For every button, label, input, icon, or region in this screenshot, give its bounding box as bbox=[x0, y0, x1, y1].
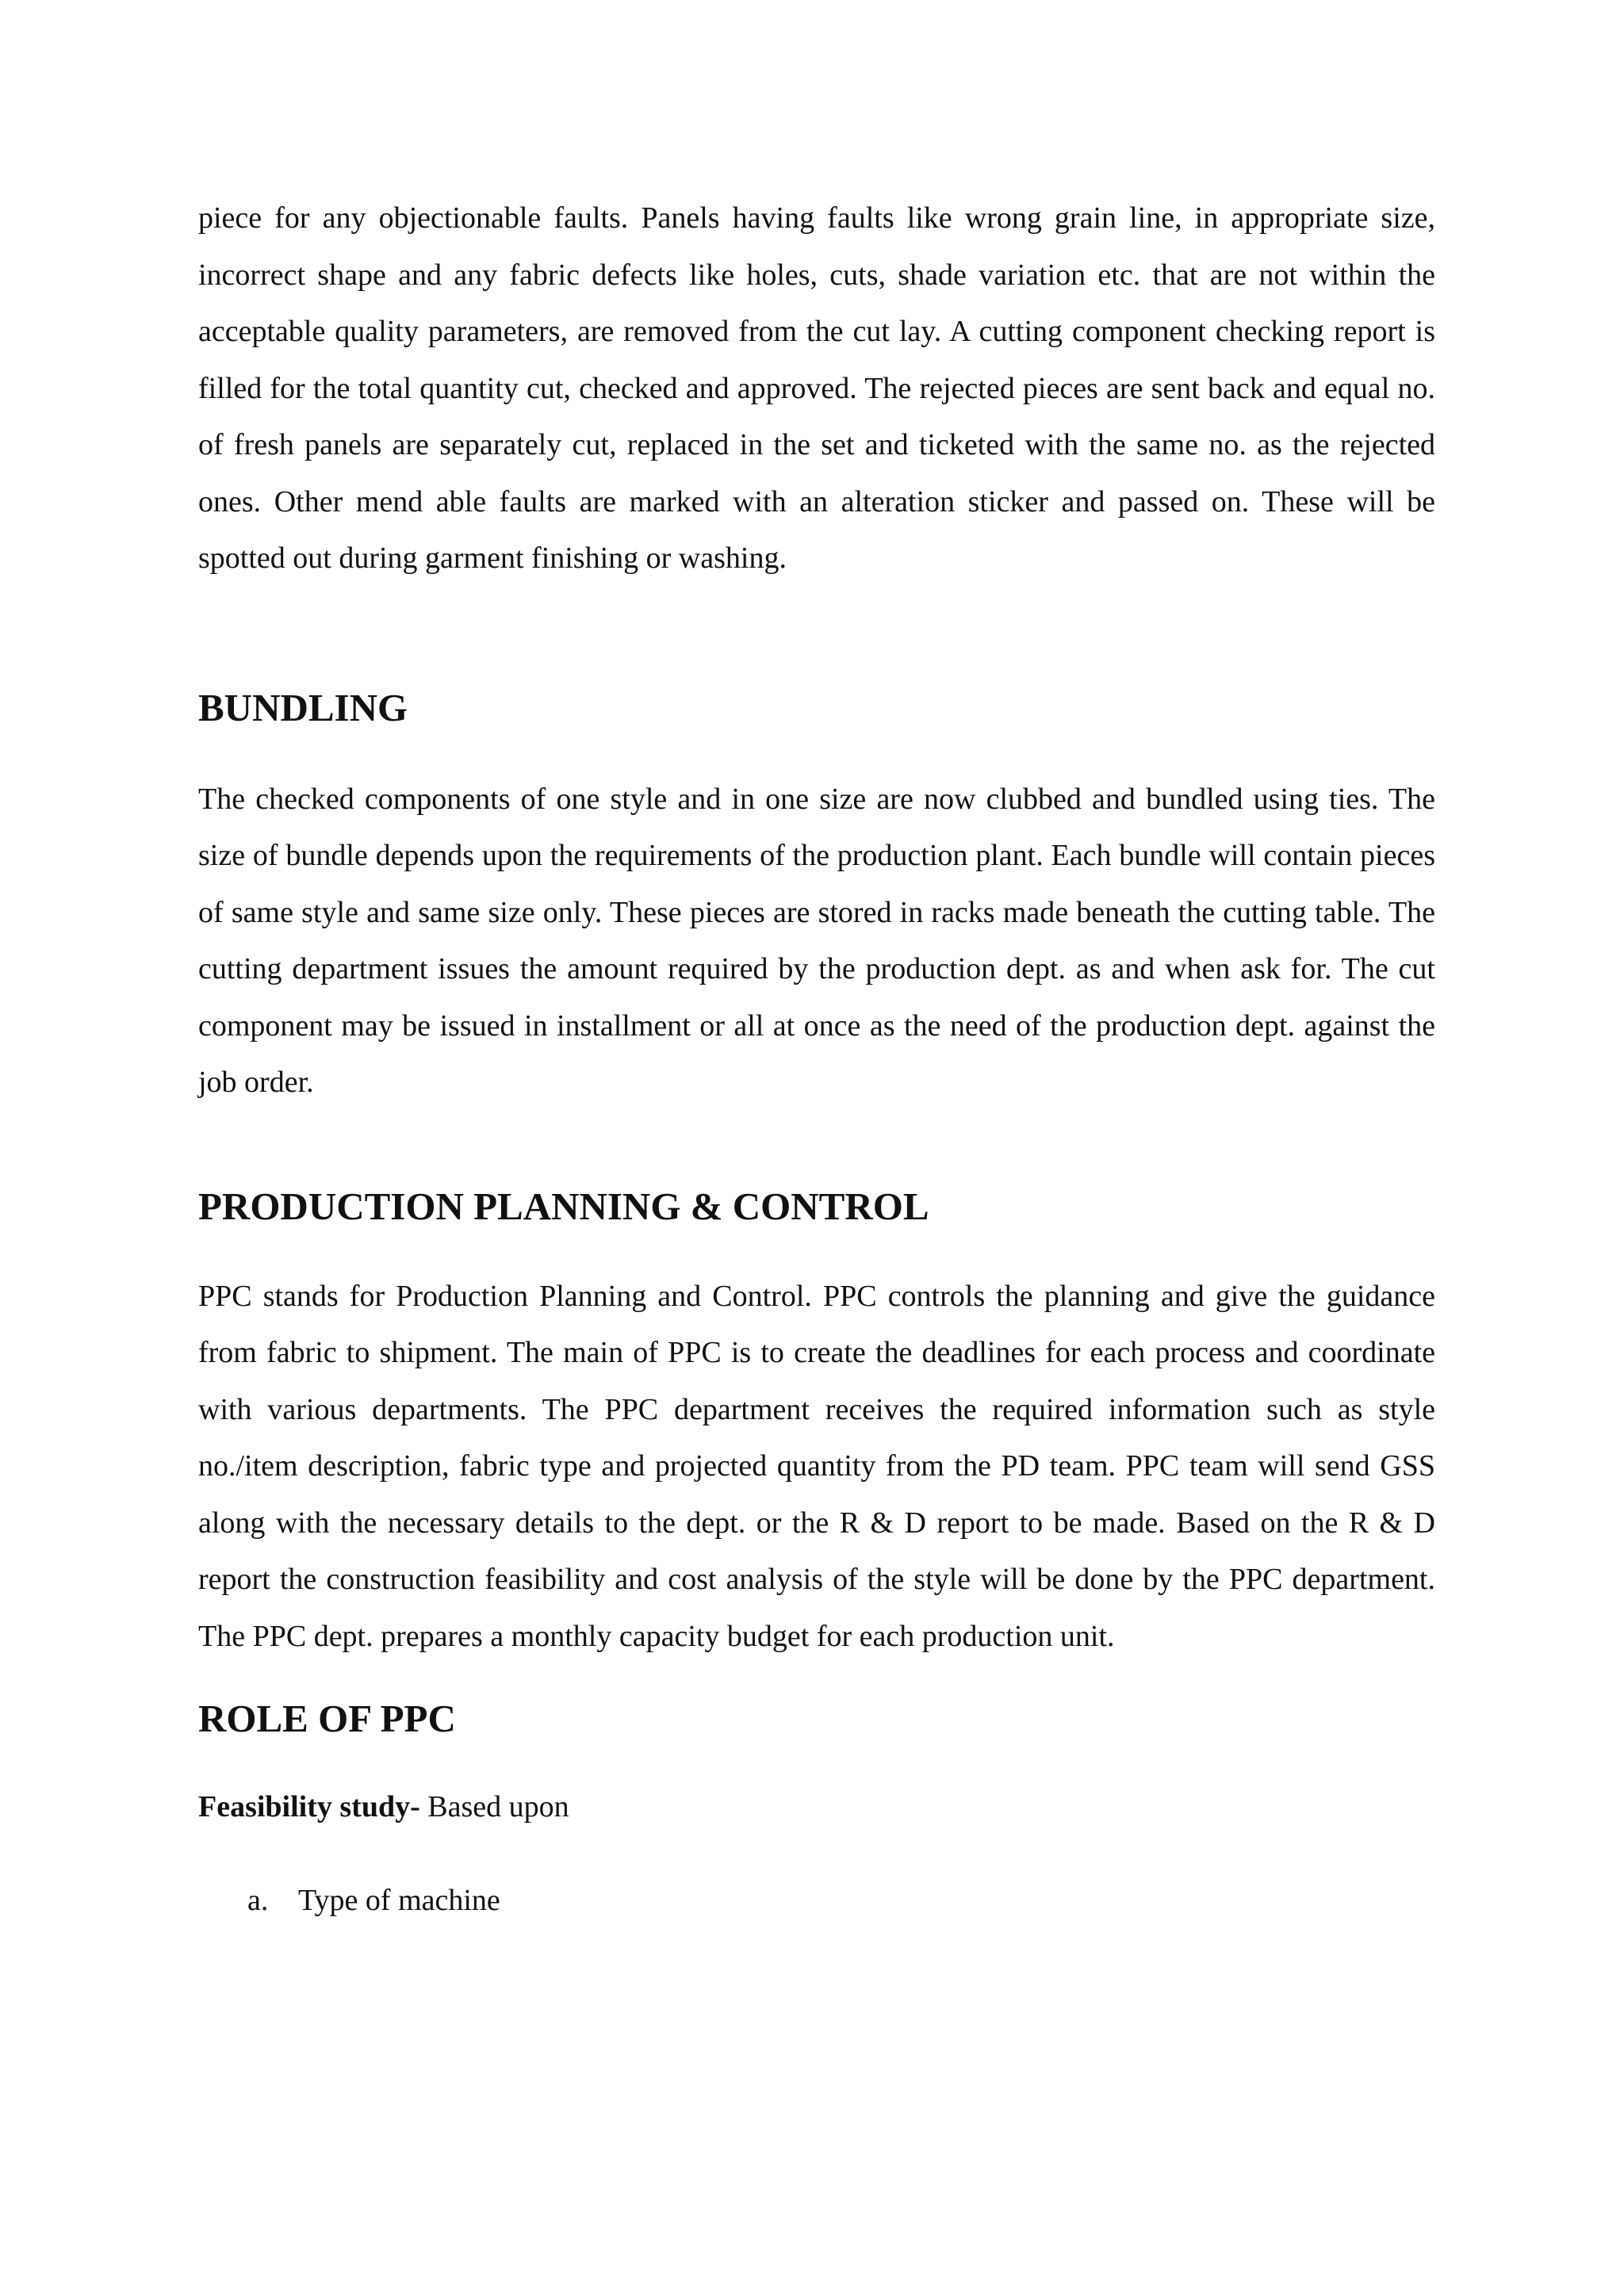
feasibility-label: Feasibility study- bbox=[198, 1790, 420, 1823]
list-item bbox=[198, 1873, 1435, 1930]
feasibility-list bbox=[198, 1873, 1435, 1930]
bundling-paragraph: The checked components of one style and in one size are now clubbed and bundled using ties. The size of bundle depends upon the requirements of the production plant. Each bundle will contain pieces of same style and same size only. These pieces are stored in racks made beneath the cutting table. The cutting department issues the amount required by the production dept. as and when ask for. The cut component may be issued in installment or all at once as the need of the production dept. against the job order. bbox=[198, 782, 1435, 1099]
intro-paragraph: piece for any objectionable faults. Panels having faults like wrong grain line, in appropriate size, incorrect shape and any fabric defects like holes, cuts, shade variation etc. that are not within the acceptable quality parameters, are removed from the cut lay. A cutting component checking report is filled for the total quantity cut, checked and approved. The rejected pieces are sent back and equal no. of fresh panels are separately cut, replaced in the set and ticketed with the same no. as the rejected ones. Other mend able faults are marked with an alteration sticker and passed on. These will be spotted out during garment finishing or washing. bbox=[198, 201, 1435, 575]
ppc-heading: PRODUCTION PLANNING & CONTROL bbox=[198, 1184, 929, 1228]
document-page bbox=[198, 190, 1435, 1929]
feasibility-line bbox=[198, 1779, 1435, 1836]
bundling-heading: BUNDLING bbox=[198, 685, 408, 729]
role-of-ppc-heading: ROLE OF PPC bbox=[198, 1697, 456, 1740]
list-item-text: Type of machine bbox=[298, 1883, 500, 1917]
ppc-paragraph: PPC stands for Production Planning and Control. PPC controls the planning and give the guidance from fabric to shipment. The main of PPC is to create the deadlines for each process and coordinate with various departments. The PPC department receives the required information such as style no./item description, fabric type and projected quantity from the PD team. PPC team will send GSS along with the necessary details to the dept. or the R & D report to be made. Based on the R & D report the construction feasibility and cost analysis of the style will be done by the PPC department. The PPC dept. prepares a monthly capacity budget for each production unit. bbox=[198, 1279, 1435, 1653]
list-marker: a. bbox=[247, 1883, 269, 1917]
feasibility-text: Based upon bbox=[419, 1790, 569, 1823]
